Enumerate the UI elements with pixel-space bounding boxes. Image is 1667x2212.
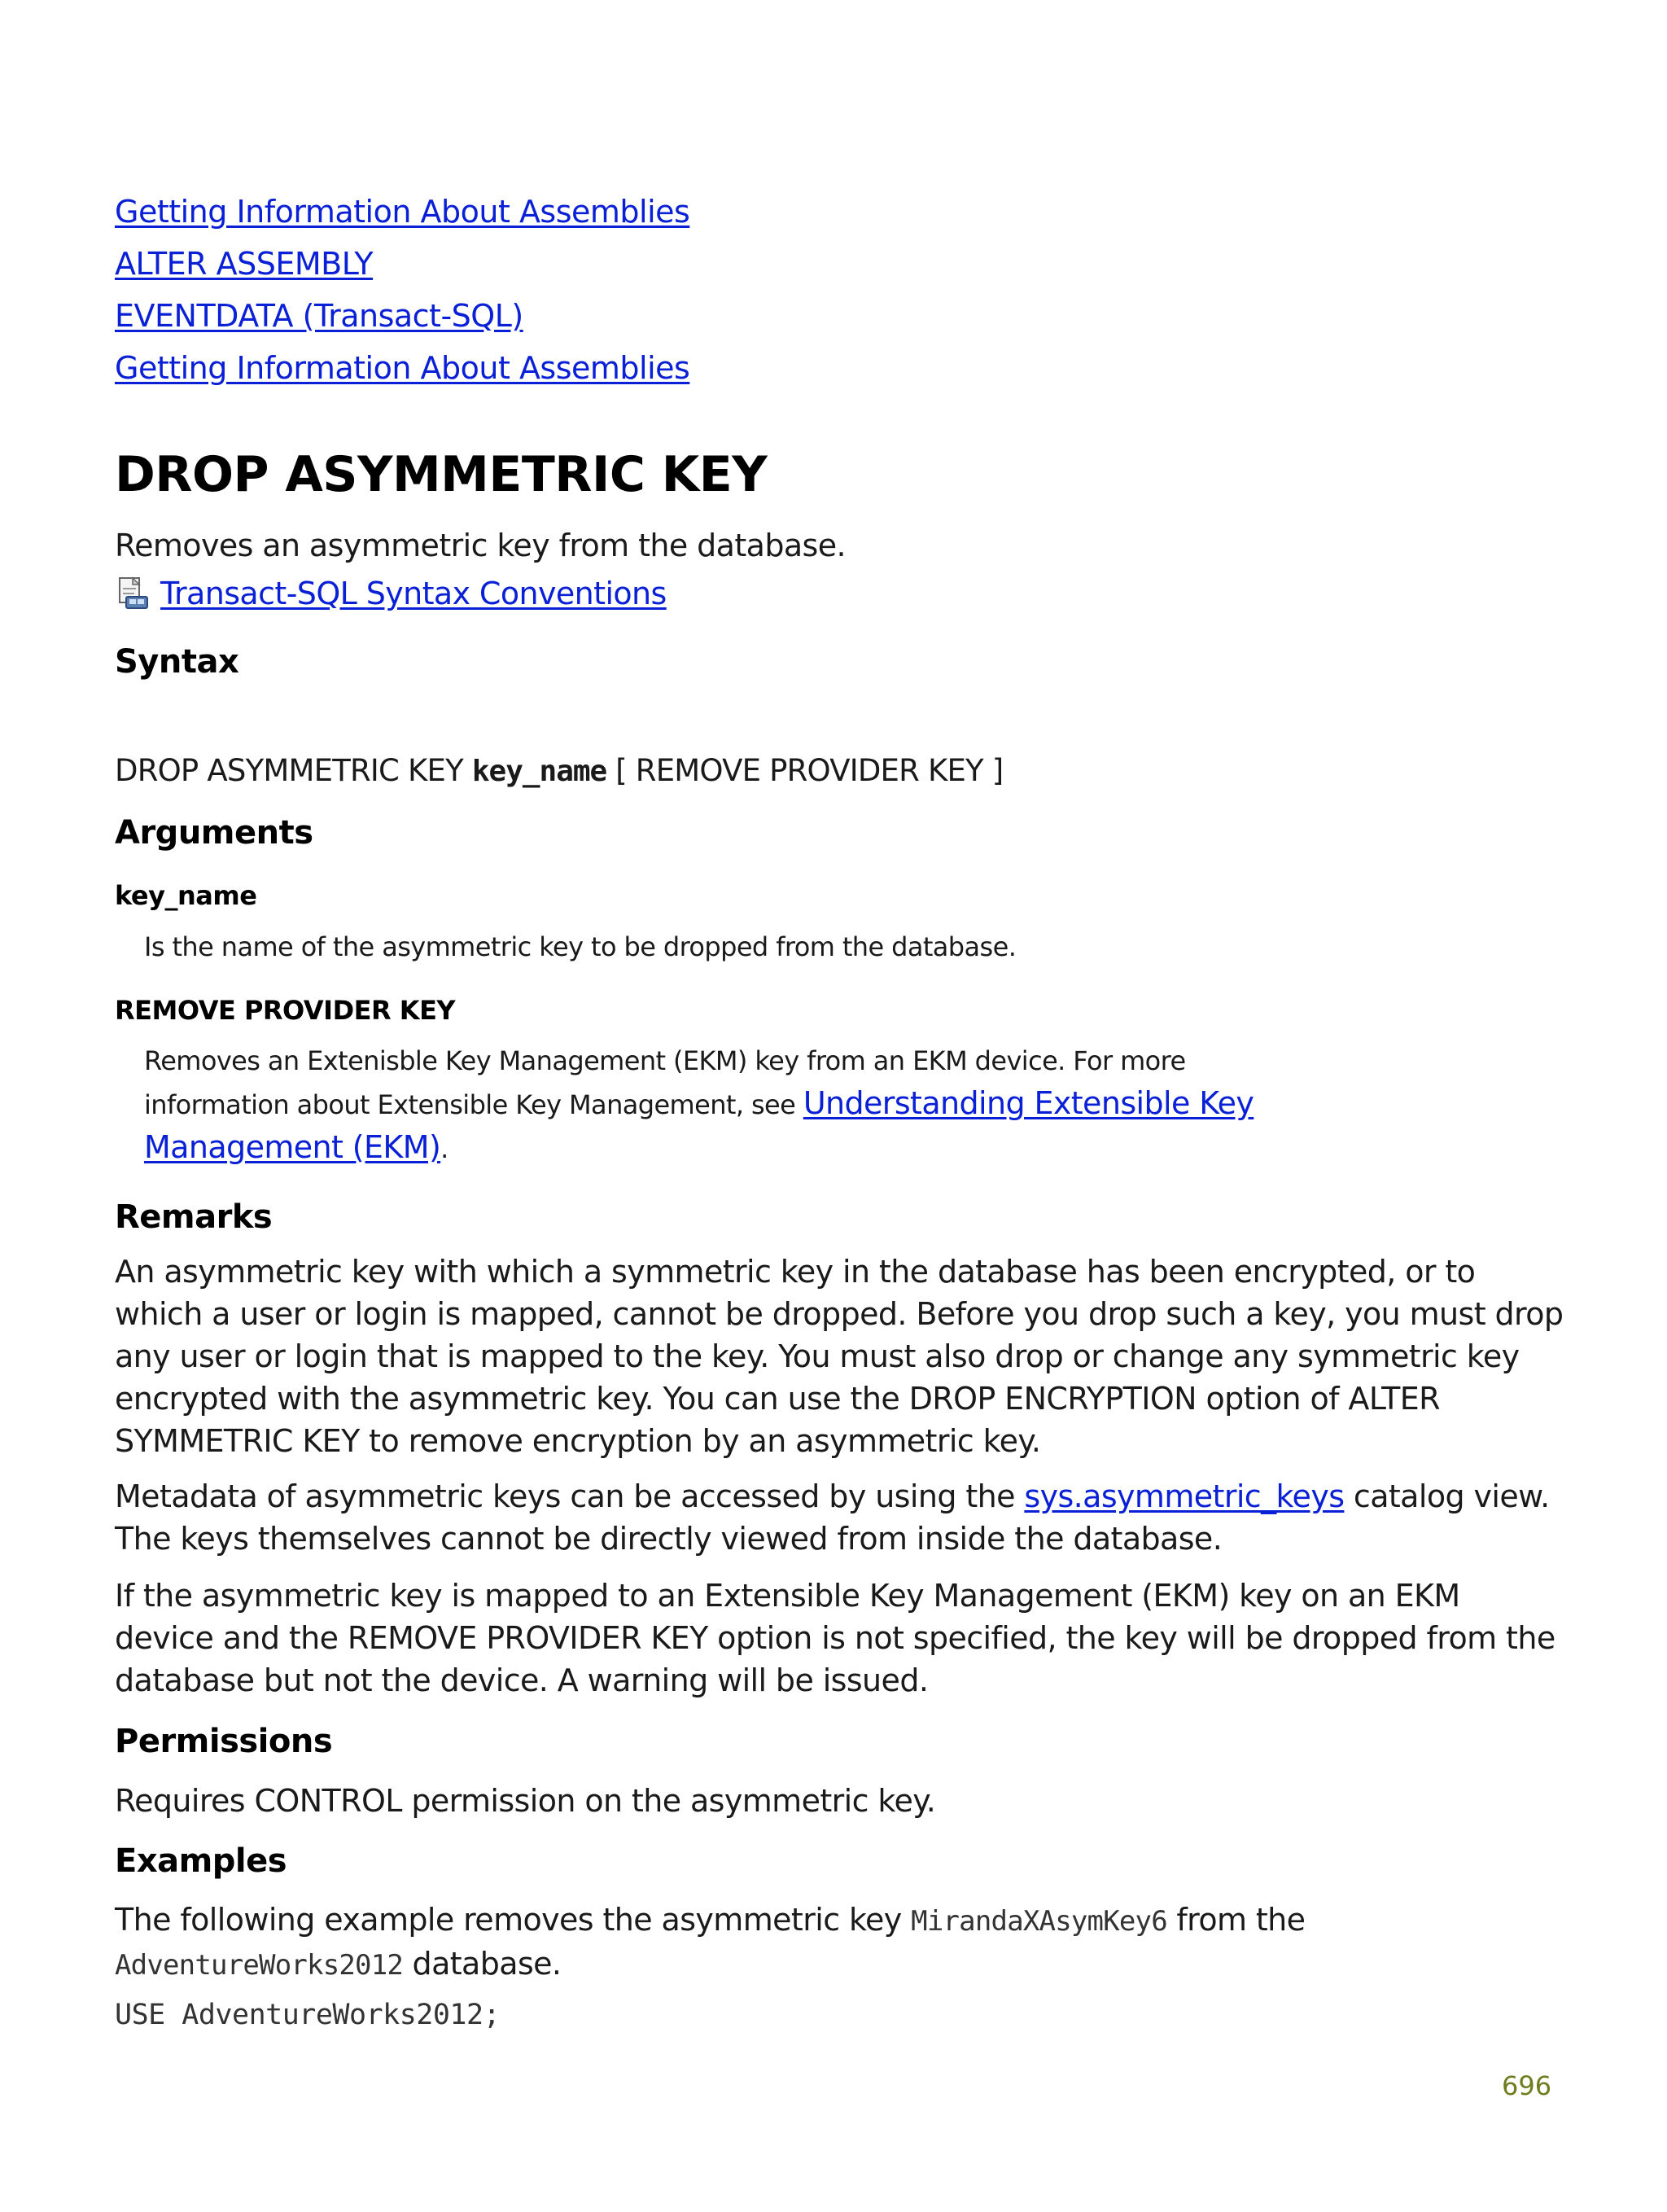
arguments-heading: Arguments bbox=[115, 814, 313, 852]
syntax-param: key_name bbox=[471, 755, 607, 788]
syntax-prefix: DROP ASYMMETRIC KEY bbox=[115, 753, 472, 788]
see-also-link-eventdata[interactable]: EVENTDATA (Transact-SQL) bbox=[115, 298, 523, 334]
argument-term-key-name: key_name bbox=[115, 880, 257, 911]
permissions-text: Requires CONTROL permission on the asymmetric key. bbox=[115, 1783, 936, 1819]
examples-text bbox=[115, 1899, 1564, 1986]
syntax-conventions-icon bbox=[115, 576, 151, 611]
summary-text: Removes an asymmetric key from the database. bbox=[115, 528, 846, 563]
syntax-statement bbox=[115, 753, 1003, 788]
page-title: DROP ASYMMETRIC KEY bbox=[115, 446, 768, 503]
examples-heading: Examples bbox=[115, 1842, 287, 1880]
examples-text-middle: from the bbox=[1166, 1902, 1306, 1938]
conventions-link[interactable]: Transact-SQL Syntax Conventions bbox=[160, 576, 667, 611]
examples-text-after: database. bbox=[403, 1946, 562, 1982]
ekm-link[interactable]: Understanding Extensible Key Management (EKM) bbox=[144, 1085, 1254, 1165]
example-code-line: USE AdventureWorks2012; bbox=[115, 1999, 501, 2031]
page-number: 696 bbox=[1502, 2070, 1552, 2101]
syntax-heading: Syntax bbox=[115, 643, 239, 681]
remarks-heading: Remarks bbox=[115, 1198, 273, 1236]
remarks-paragraph-1: An asymmetric key with which a symmetric key in the database has been encrypted, or to which a user or login is mapped, cannot be dropped. Before you drop such a key, you must drop any user or login that is mapped to the key. You must also drop or change any symmetric key encrypted with the asymmetric key. You can use the DROP ENCRYPTION option of ALTER SYMMETRIC KEY to remove encryption by an asymmetric key. bbox=[115, 1254, 1564, 1459]
examples-db-code: AdventureWorks2012 bbox=[115, 1949, 404, 1982]
conventions-row bbox=[115, 576, 667, 611]
permissions-heading: Permissions bbox=[115, 1723, 333, 1760]
remarks-paragraph-2 bbox=[115, 1475, 1564, 1560]
see-also-link-getting-info[interactable]: Getting Information About Assemblies bbox=[115, 194, 690, 230]
examples-text-before: The following example removes the asymmetric key bbox=[115, 1902, 912, 1938]
remarks-paragraph-3: If the asymmetric key is mapped to an Extensible Key Management (EKM) key on an EKM device and the REMOVE PROVIDER KEY option is not specified, the key will be dropped from the database but not the device. A warning will be issued. bbox=[115, 1578, 1555, 1698]
remarks-p2-after: catalog view. The keys themselves cannot be directly viewed from inside the database. bbox=[115, 1478, 1550, 1557]
sys-asymmetric-keys-link[interactable]: sys.asymmetric_keys bbox=[1024, 1478, 1345, 1514]
argument-desc-remove-provider-key bbox=[144, 1040, 1284, 1170]
see-also-link-alter-assembly[interactable]: ALTER ASSEMBLY bbox=[115, 246, 374, 282]
remarks-p2-before: Metadata of asymmetric keys can be accessed by using the bbox=[115, 1478, 1025, 1514]
argument-desc-text: Removes an Extenisble Key Management (EKM) key from an EKM device. For more information about Extensible Key Management, see bbox=[144, 1045, 1186, 1120]
argument-desc-key-name: Is the name of the asymmetric key to be dropped from the database. bbox=[144, 931, 1017, 962]
argument-term-remove-provider-key: REMOVE PROVIDER KEY bbox=[115, 995, 456, 1026]
examples-key-code: MirandaXAsymKey6 bbox=[911, 1905, 1167, 1938]
syntax-suffix: [ REMOVE PROVIDER KEY ] bbox=[606, 753, 1004, 788]
argument-desc-end: . bbox=[440, 1133, 448, 1164]
see-also-link-getting-info-2[interactable]: Getting Information About Assemblies bbox=[115, 350, 690, 386]
